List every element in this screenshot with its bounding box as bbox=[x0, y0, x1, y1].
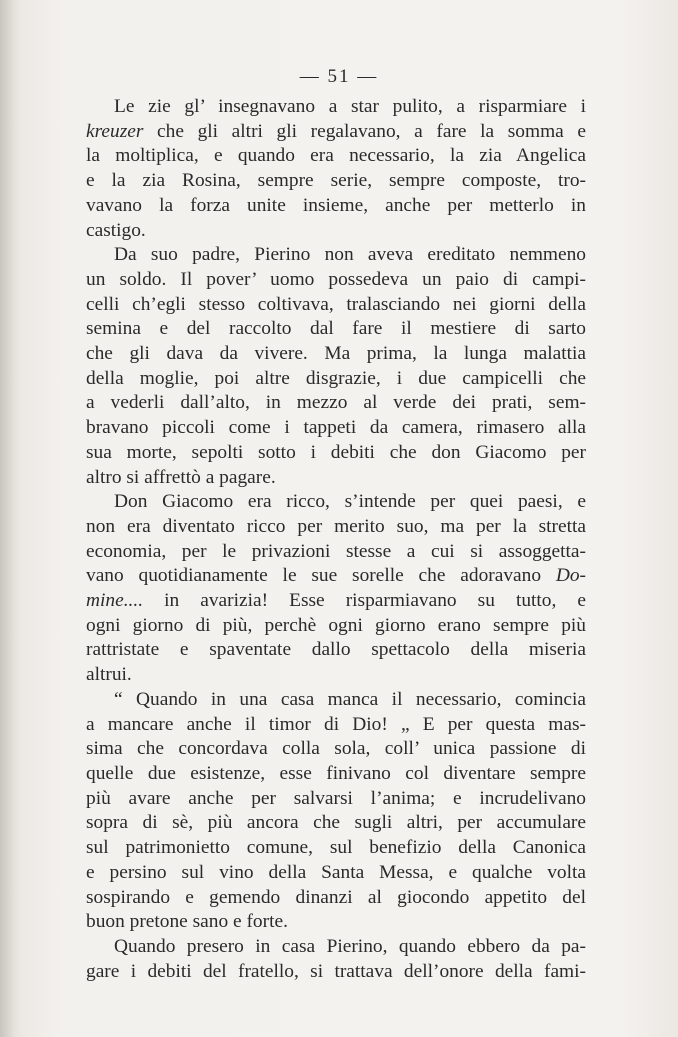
text-line: Le zie gl’ insegnavano a star pulito, a risparmiare i bbox=[114, 96, 586, 117]
page-edge-shadow bbox=[0, 0, 14, 1037]
text-line: sima che concordava colla sola, coll’ unica passione di bbox=[86, 738, 586, 760]
italic-text: mine.... bbox=[86, 590, 144, 612]
text-line: bravano piccoli come i tappeti da camera, rimasero alla bbox=[86, 417, 586, 439]
text-line: ogni giorno di più, perchè ogni giorno erano sempre più bbox=[86, 614, 586, 636]
text-line: un soldo. Il pover’ uomo possedeva un paio di campi- bbox=[86, 268, 586, 290]
text-line: a vederli dall’alto, in mezzo al verde dei prati, sem- bbox=[86, 392, 586, 414]
italic-text: Do- bbox=[555, 565, 586, 587]
text-line: quelle due esistenze, esse finivano col diventare sempre bbox=[86, 762, 586, 784]
text-span: in avarizia! Esse risparmiavano su tutto, e bbox=[143, 590, 586, 612]
text-line: della moglie, poi altre disgrazie, i due campicelli che bbox=[86, 367, 586, 389]
text-line: a mancare anche il timor di Dio! „ E per questa mas- bbox=[86, 713, 586, 735]
text-line bbox=[86, 564, 586, 589]
text-line: vavano la forza unite insieme, anche per metterlo in bbox=[86, 194, 586, 216]
text-line: sul patrimonietto comune, sul benefizio della Canonica bbox=[86, 837, 586, 859]
body-text bbox=[86, 95, 586, 984]
text-line: altro si affrettò a pagare. bbox=[86, 466, 276, 488]
text-line: Quando presero in casa Pierino, quando ebbero da pa- bbox=[114, 935, 586, 957]
text-line: semina e del raccolto dal fare il mestiere di sarto bbox=[86, 318, 586, 340]
text-span: vano quotidianamente le sue sorelle che adoravano bbox=[86, 565, 556, 587]
text-line: sospirando e gemendo dinanzi al giocondo appetito del bbox=[86, 886, 586, 908]
text-line: Don Giacomo era ricco, s’intende per quei paesi, e bbox=[114, 491, 586, 513]
text-line: gare i debiti del fratello, si trattava dell’onore della fami- bbox=[86, 960, 586, 982]
text-line: buon pretone sano e forte. bbox=[86, 911, 288, 933]
text-line: “ Quando in una casa manca il necessario, comincia bbox=[114, 688, 586, 710]
text-line: castigo. bbox=[86, 219, 146, 241]
italic-text: kreuzer bbox=[86, 120, 144, 142]
text-line: rattristate e spaventate dallo spettacolo della miseria bbox=[86, 639, 586, 661]
text-line bbox=[86, 589, 586, 614]
text-line: non era diventato ricco per merito suo, ma per la stretta bbox=[86, 515, 586, 537]
text-line: che gli dava da vivere. Ma prima, la lunga malattia bbox=[86, 343, 586, 365]
text-line: celli ch’egli stesso coltivava, tralasciando nei giorni della bbox=[86, 293, 586, 315]
text-line: e persino sul vino della Santa Messa, e qualche volta bbox=[86, 861, 586, 883]
text-line: Da suo padre, Pierino non aveva ereditato nemmeno bbox=[114, 244, 586, 266]
text-line: la moltiplica, e quando era necessario, la zia Angelica bbox=[86, 145, 586, 167]
text-line bbox=[86, 120, 586, 145]
text-line: più avare anche per salvarsi l’anima; e incrudelivano bbox=[86, 787, 586, 809]
text-line: e la zia Rosina, sempre serie, sempre composte, tro- bbox=[86, 170, 586, 192]
text-line: altrui. bbox=[86, 664, 132, 686]
text-span: che gli altri gli regalavano, a fare la somma e bbox=[143, 120, 586, 142]
page-number: — 51 — bbox=[299, 66, 379, 87]
text-line: economia, per le privazioni stesse a cui si assoggetta- bbox=[86, 540, 586, 562]
text-line: sopra di sè, più ancora che sugli altri, per accumulare bbox=[86, 812, 586, 834]
text-line: sua morte, sepolti sotto i debiti che don Giacomo per bbox=[86, 441, 586, 463]
